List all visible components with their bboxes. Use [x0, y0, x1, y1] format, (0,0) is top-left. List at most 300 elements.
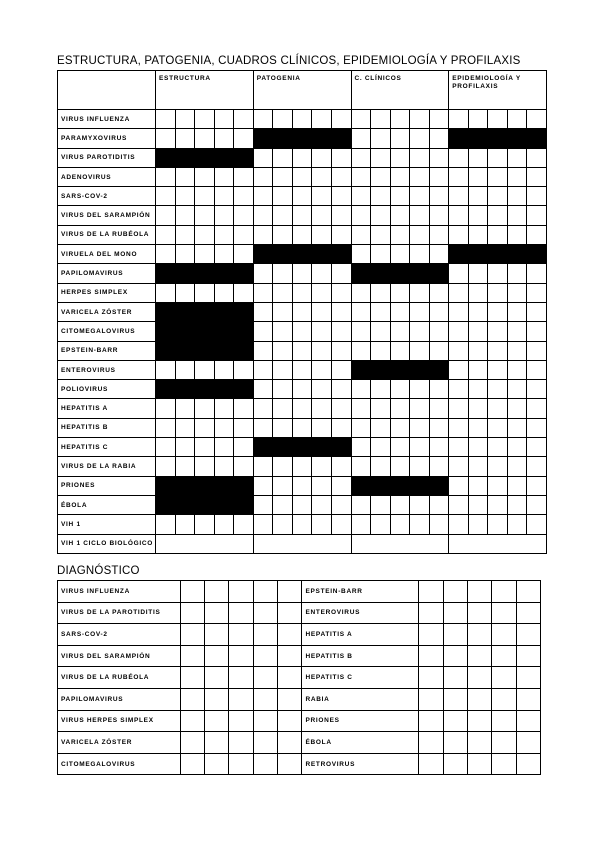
checkbox-cell[interactable]: [351, 438, 371, 457]
checkbox-cell[interactable]: [292, 302, 312, 321]
checkbox-cell[interactable]: [410, 245, 430, 264]
checkbox-cell[interactable]: [195, 110, 215, 129]
checkbox-cell[interactable]: [331, 341, 351, 360]
checkbox-cell[interactable]: [449, 225, 469, 244]
checkbox-cell[interactable]: [371, 380, 391, 399]
checkbox-cell[interactable]: [390, 167, 410, 186]
checkbox-cell[interactable]: [390, 515, 410, 534]
checkbox-cell[interactable]: [468, 380, 488, 399]
checkbox-cell[interactable]: [507, 148, 527, 167]
checkbox-cell[interactable]: [214, 245, 234, 264]
checkbox-cell[interactable]: [507, 110, 527, 129]
checkbox-cell[interactable]: [292, 283, 312, 302]
checkbox-cell[interactable]: [214, 110, 234, 129]
checkbox-cell[interactable]: [175, 360, 195, 379]
checkbox-cell[interactable]: [419, 667, 443, 689]
checkbox-cell[interactable]: [278, 688, 302, 710]
checkbox-cell[interactable]: [253, 341, 273, 360]
checkbox-cell[interactable]: [156, 206, 176, 225]
checkbox-cell[interactable]: [410, 187, 430, 206]
checkbox-cell[interactable]: [253, 302, 273, 321]
checkbox-cell[interactable]: [180, 710, 204, 732]
checkbox-cell[interactable]: [488, 167, 508, 186]
checkbox-cell[interactable]: [156, 418, 176, 437]
checkbox-cell[interactable]: [507, 438, 527, 457]
checkbox-cell[interactable]: [429, 110, 449, 129]
checkbox-cell[interactable]: [488, 399, 508, 418]
checkbox-cell[interactable]: [175, 399, 195, 418]
checkbox-cell[interactable]: [516, 732, 540, 754]
checkbox-cell[interactable]: [468, 110, 488, 129]
checkbox-cell[interactable]: [253, 476, 273, 495]
checkbox-cell[interactable]: [410, 167, 430, 186]
checkbox-cell[interactable]: [175, 129, 195, 148]
checkbox-cell[interactable]: [468, 399, 488, 418]
checkbox-cell[interactable]: [156, 187, 176, 206]
checkbox-cell[interactable]: [195, 225, 215, 244]
checkbox-cell[interactable]: [175, 418, 195, 437]
checkbox-cell[interactable]: [527, 418, 547, 437]
checkbox-cell[interactable]: [390, 187, 410, 206]
checkbox-cell[interactable]: [234, 245, 254, 264]
checkbox-cell[interactable]: [195, 399, 215, 418]
checkbox-cell[interactable]: [156, 283, 176, 302]
checkbox-cell[interactable]: [253, 399, 273, 418]
checkbox-cell[interactable]: [234, 187, 254, 206]
checkbox-cell[interactable]: [156, 225, 176, 244]
checkbox-cell[interactable]: [468, 302, 488, 321]
checkbox-cell[interactable]: [527, 302, 547, 321]
checkbox-cell[interactable]: [351, 418, 371, 437]
checkbox-cell[interactable]: [278, 624, 302, 646]
checkbox-cell[interactable]: [488, 360, 508, 379]
checkbox-cell[interactable]: [253, 167, 273, 186]
checkbox-cell[interactable]: [273, 399, 293, 418]
checkbox-cell[interactable]: [234, 167, 254, 186]
checkbox-cell[interactable]: [180, 602, 204, 624]
checkbox-cell[interactable]: [205, 732, 229, 754]
checkbox-cell[interactable]: [180, 732, 204, 754]
checkbox-cell[interactable]: [234, 129, 254, 148]
checkbox-cell[interactable]: [156, 515, 176, 534]
checkbox-cell[interactable]: [292, 380, 312, 399]
checkbox-cell[interactable]: [449, 206, 469, 225]
checkbox-cell[interactable]: [371, 225, 391, 244]
checkbox-cell[interactable]: [449, 438, 469, 457]
checkbox-cell[interactable]: [229, 710, 253, 732]
checkbox-cell[interactable]: [312, 110, 332, 129]
checkbox-cell[interactable]: [156, 245, 176, 264]
checkbox-cell[interactable]: [390, 380, 410, 399]
checkbox-cell[interactable]: [507, 302, 527, 321]
checkbox-cell[interactable]: [527, 360, 547, 379]
checkbox-cell[interactable]: [205, 581, 229, 603]
checkbox-cell[interactable]: [278, 645, 302, 667]
checkbox-cell[interactable]: [351, 225, 371, 244]
checkbox-cell[interactable]: [273, 167, 293, 186]
checkbox-cell[interactable]: [419, 624, 443, 646]
checkbox-cell[interactable]: [507, 515, 527, 534]
checkbox-cell[interactable]: [507, 418, 527, 437]
checkbox-cell[interactable]: [214, 515, 234, 534]
checkbox-cell[interactable]: [371, 187, 391, 206]
checkbox-cell[interactable]: [488, 418, 508, 437]
checkbox-cell[interactable]: [351, 187, 371, 206]
checkbox-cell[interactable]: [253, 148, 273, 167]
checkbox-cell[interactable]: [492, 753, 516, 775]
checkbox-cell[interactable]: [507, 322, 527, 341]
checkbox-cell[interactable]: [156, 360, 176, 379]
checkbox-cell[interactable]: [205, 624, 229, 646]
checkbox-cell[interactable]: [488, 283, 508, 302]
checkbox-cell[interactable]: [429, 148, 449, 167]
checkbox-cell[interactable]: [429, 187, 449, 206]
checkbox-cell[interactable]: [278, 732, 302, 754]
checkbox-cell[interactable]: [527, 322, 547, 341]
checkbox-cell[interactable]: [234, 206, 254, 225]
checkbox-cell[interactable]: [410, 283, 430, 302]
checkbox-cell[interactable]: [273, 457, 293, 476]
merged-cell[interactable]: [449, 534, 547, 553]
checkbox-cell[interactable]: [410, 457, 430, 476]
checkbox-cell[interactable]: [443, 710, 467, 732]
checkbox-cell[interactable]: [273, 495, 293, 514]
checkbox-cell[interactable]: [449, 167, 469, 186]
checkbox-cell[interactable]: [507, 187, 527, 206]
checkbox-cell[interactable]: [371, 399, 391, 418]
checkbox-cell[interactable]: [507, 380, 527, 399]
checkbox-cell[interactable]: [175, 206, 195, 225]
checkbox-cell[interactable]: [253, 380, 273, 399]
checkbox-cell[interactable]: [410, 225, 430, 244]
checkbox-cell[interactable]: [467, 624, 491, 646]
checkbox-cell[interactable]: [351, 399, 371, 418]
checkbox-cell[interactable]: [156, 399, 176, 418]
checkbox-cell[interactable]: [390, 418, 410, 437]
checkbox-cell[interactable]: [371, 457, 391, 476]
checkbox-cell[interactable]: [292, 418, 312, 437]
checkbox-cell[interactable]: [180, 753, 204, 775]
checkbox-cell[interactable]: [312, 418, 332, 437]
checkbox-cell[interactable]: [410, 495, 430, 514]
checkbox-cell[interactable]: [492, 624, 516, 646]
checkbox-cell[interactable]: [331, 418, 351, 437]
checkbox-cell[interactable]: [410, 515, 430, 534]
checkbox-cell[interactable]: [214, 399, 234, 418]
checkbox-cell[interactable]: [312, 380, 332, 399]
checkbox-cell[interactable]: [312, 264, 332, 283]
checkbox-cell[interactable]: [507, 399, 527, 418]
checkbox-cell[interactable]: [390, 438, 410, 457]
checkbox-cell[interactable]: [410, 110, 430, 129]
checkbox-cell[interactable]: [292, 187, 312, 206]
checkbox-cell[interactable]: [205, 602, 229, 624]
checkbox-cell[interactable]: [492, 688, 516, 710]
checkbox-cell[interactable]: [492, 732, 516, 754]
checkbox-cell[interactable]: [253, 581, 277, 603]
checkbox-cell[interactable]: [351, 283, 371, 302]
checkbox-cell[interactable]: [449, 110, 469, 129]
checkbox-cell[interactable]: [449, 187, 469, 206]
checkbox-cell[interactable]: [507, 225, 527, 244]
checkbox-cell[interactable]: [492, 710, 516, 732]
checkbox-cell[interactable]: [229, 581, 253, 603]
checkbox-cell[interactable]: [371, 283, 391, 302]
checkbox-cell[interactable]: [467, 645, 491, 667]
checkbox-cell[interactable]: [390, 283, 410, 302]
checkbox-cell[interactable]: [507, 283, 527, 302]
checkbox-cell[interactable]: [527, 341, 547, 360]
checkbox-cell[interactable]: [449, 418, 469, 437]
checkbox-cell[interactable]: [253, 688, 277, 710]
checkbox-cell[interactable]: [312, 187, 332, 206]
checkbox-cell[interactable]: [214, 438, 234, 457]
checkbox-cell[interactable]: [429, 225, 449, 244]
checkbox-cell[interactable]: [205, 645, 229, 667]
checkbox-cell[interactable]: [410, 341, 430, 360]
checkbox-cell[interactable]: [527, 438, 547, 457]
checkbox-cell[interactable]: [229, 624, 253, 646]
checkbox-cell[interactable]: [253, 667, 277, 689]
checkbox-cell[interactable]: [449, 148, 469, 167]
checkbox-cell[interactable]: [390, 302, 410, 321]
checkbox-cell[interactable]: [156, 167, 176, 186]
checkbox-cell[interactable]: [253, 457, 273, 476]
checkbox-cell[interactable]: [253, 110, 273, 129]
checkbox-cell[interactable]: [253, 187, 273, 206]
checkbox-cell[interactable]: [331, 360, 351, 379]
checkbox-cell[interactable]: [292, 360, 312, 379]
checkbox-cell[interactable]: [351, 380, 371, 399]
checkbox-cell[interactable]: [292, 264, 312, 283]
checkbox-cell[interactable]: [443, 753, 467, 775]
checkbox-cell[interactable]: [371, 302, 391, 321]
checkbox-cell[interactable]: [273, 515, 293, 534]
checkbox-cell[interactable]: [468, 264, 488, 283]
checkbox-cell[interactable]: [234, 438, 254, 457]
checkbox-cell[interactable]: [488, 187, 508, 206]
checkbox-cell[interactable]: [419, 710, 443, 732]
checkbox-cell[interactable]: [214, 167, 234, 186]
checkbox-cell[interactable]: [468, 167, 488, 186]
checkbox-cell[interactable]: [312, 341, 332, 360]
checkbox-cell[interactable]: [175, 283, 195, 302]
checkbox-cell[interactable]: [410, 129, 430, 148]
checkbox-cell[interactable]: [234, 110, 254, 129]
checkbox-cell[interactable]: [292, 476, 312, 495]
checkbox-cell[interactable]: [273, 225, 293, 244]
merged-cell[interactable]: [156, 534, 254, 553]
checkbox-cell[interactable]: [205, 688, 229, 710]
checkbox-cell[interactable]: [468, 495, 488, 514]
checkbox-cell[interactable]: [468, 206, 488, 225]
checkbox-cell[interactable]: [527, 225, 547, 244]
checkbox-cell[interactable]: [331, 264, 351, 283]
checkbox-cell[interactable]: [292, 457, 312, 476]
checkbox-cell[interactable]: [273, 148, 293, 167]
checkbox-cell[interactable]: [443, 624, 467, 646]
checkbox-cell[interactable]: [390, 110, 410, 129]
checkbox-cell[interactable]: [253, 322, 273, 341]
checkbox-cell[interactable]: [468, 148, 488, 167]
checkbox-cell[interactable]: [253, 495, 273, 514]
checkbox-cell[interactable]: [488, 438, 508, 457]
checkbox-cell[interactable]: [292, 399, 312, 418]
checkbox-cell[interactable]: [527, 495, 547, 514]
checkbox-cell[interactable]: [443, 602, 467, 624]
checkbox-cell[interactable]: [175, 187, 195, 206]
checkbox-cell[interactable]: [449, 341, 469, 360]
checkbox-cell[interactable]: [253, 710, 277, 732]
checkbox-cell[interactable]: [331, 167, 351, 186]
checkbox-cell[interactable]: [449, 515, 469, 534]
checkbox-cell[interactable]: [507, 206, 527, 225]
checkbox-cell[interactable]: [429, 341, 449, 360]
checkbox-cell[interactable]: [468, 457, 488, 476]
checkbox-cell[interactable]: [488, 515, 508, 534]
checkbox-cell[interactable]: [180, 624, 204, 646]
checkbox-cell[interactable]: [351, 110, 371, 129]
checkbox-cell[interactable]: [253, 602, 277, 624]
checkbox-cell[interactable]: [468, 322, 488, 341]
checkbox-cell[interactable]: [205, 753, 229, 775]
checkbox-cell[interactable]: [229, 688, 253, 710]
checkbox-cell[interactable]: [351, 457, 371, 476]
checkbox-cell[interactable]: [516, 710, 540, 732]
checkbox-cell[interactable]: [468, 283, 488, 302]
checkbox-cell[interactable]: [429, 438, 449, 457]
checkbox-cell[interactable]: [410, 206, 430, 225]
checkbox-cell[interactable]: [467, 688, 491, 710]
checkbox-cell[interactable]: [214, 206, 234, 225]
checkbox-cell[interactable]: [312, 495, 332, 514]
checkbox-cell[interactable]: [419, 602, 443, 624]
checkbox-cell[interactable]: [390, 495, 410, 514]
checkbox-cell[interactable]: [156, 457, 176, 476]
checkbox-cell[interactable]: [234, 399, 254, 418]
checkbox-cell[interactable]: [527, 283, 547, 302]
checkbox-cell[interactable]: [214, 187, 234, 206]
checkbox-cell[interactable]: [175, 457, 195, 476]
checkbox-cell[interactable]: [331, 515, 351, 534]
checkbox-cell[interactable]: [429, 418, 449, 437]
checkbox-cell[interactable]: [507, 264, 527, 283]
checkbox-cell[interactable]: [507, 341, 527, 360]
checkbox-cell[interactable]: [429, 515, 449, 534]
checkbox-cell[interactable]: [371, 110, 391, 129]
checkbox-cell[interactable]: [180, 667, 204, 689]
checkbox-cell[interactable]: [429, 245, 449, 264]
checkbox-cell[interactable]: [253, 515, 273, 534]
checkbox-cell[interactable]: [312, 476, 332, 495]
checkbox-cell[interactable]: [234, 457, 254, 476]
checkbox-cell[interactable]: [351, 148, 371, 167]
checkbox-cell[interactable]: [292, 206, 312, 225]
checkbox-cell[interactable]: [468, 515, 488, 534]
checkbox-cell[interactable]: [292, 225, 312, 244]
checkbox-cell[interactable]: [449, 264, 469, 283]
checkbox-cell[interactable]: [390, 225, 410, 244]
checkbox-cell[interactable]: [278, 581, 302, 603]
checkbox-cell[interactable]: [429, 129, 449, 148]
checkbox-cell[interactable]: [419, 753, 443, 775]
checkbox-cell[interactable]: [278, 602, 302, 624]
checkbox-cell[interactable]: [214, 225, 234, 244]
checkbox-cell[interactable]: [527, 515, 547, 534]
checkbox-cell[interactable]: [273, 360, 293, 379]
checkbox-cell[interactable]: [429, 380, 449, 399]
checkbox-cell[interactable]: [443, 688, 467, 710]
checkbox-cell[interactable]: [278, 710, 302, 732]
checkbox-cell[interactable]: [468, 360, 488, 379]
checkbox-cell[interactable]: [467, 602, 491, 624]
checkbox-cell[interactable]: [312, 148, 332, 167]
checkbox-cell[interactable]: [292, 341, 312, 360]
checkbox-cell[interactable]: [273, 110, 293, 129]
checkbox-cell[interactable]: [468, 476, 488, 495]
checkbox-cell[interactable]: [516, 753, 540, 775]
checkbox-cell[interactable]: [331, 476, 351, 495]
checkbox-cell[interactable]: [429, 302, 449, 321]
checkbox-cell[interactable]: [527, 187, 547, 206]
checkbox-cell[interactable]: [429, 206, 449, 225]
checkbox-cell[interactable]: [205, 667, 229, 689]
checkbox-cell[interactable]: [331, 457, 351, 476]
checkbox-cell[interactable]: [292, 495, 312, 514]
checkbox-cell[interactable]: [443, 667, 467, 689]
checkbox-cell[interactable]: [351, 129, 371, 148]
checkbox-cell[interactable]: [229, 753, 253, 775]
checkbox-cell[interactable]: [195, 418, 215, 437]
checkbox-cell[interactable]: [429, 322, 449, 341]
checkbox-cell[interactable]: [229, 732, 253, 754]
checkbox-cell[interactable]: [507, 167, 527, 186]
checkbox-cell[interactable]: [214, 418, 234, 437]
checkbox-cell[interactable]: [175, 245, 195, 264]
checkbox-cell[interactable]: [443, 645, 467, 667]
checkbox-cell[interactable]: [488, 380, 508, 399]
checkbox-cell[interactable]: [331, 283, 351, 302]
checkbox-cell[interactable]: [253, 732, 277, 754]
checkbox-cell[interactable]: [527, 148, 547, 167]
checkbox-cell[interactable]: [234, 418, 254, 437]
checkbox-cell[interactable]: [516, 645, 540, 667]
checkbox-cell[interactable]: [390, 341, 410, 360]
checkbox-cell[interactable]: [273, 302, 293, 321]
checkbox-cell[interactable]: [351, 302, 371, 321]
checkbox-cell[interactable]: [156, 110, 176, 129]
checkbox-cell[interactable]: [492, 602, 516, 624]
checkbox-cell[interactable]: [429, 167, 449, 186]
checkbox-cell[interactable]: [214, 283, 234, 302]
checkbox-cell[interactable]: [371, 515, 391, 534]
checkbox-cell[interactable]: [429, 399, 449, 418]
checkbox-cell[interactable]: [253, 753, 277, 775]
checkbox-cell[interactable]: [527, 110, 547, 129]
checkbox-cell[interactable]: [371, 341, 391, 360]
checkbox-cell[interactable]: [516, 624, 540, 646]
checkbox-cell[interactable]: [488, 495, 508, 514]
checkbox-cell[interactable]: [175, 225, 195, 244]
checkbox-cell[interactable]: [488, 206, 508, 225]
checkbox-cell[interactable]: [180, 645, 204, 667]
checkbox-cell[interactable]: [351, 515, 371, 534]
checkbox-cell[interactable]: [156, 129, 176, 148]
checkbox-cell[interactable]: [253, 645, 277, 667]
checkbox-cell[interactable]: [229, 602, 253, 624]
checkbox-cell[interactable]: [292, 322, 312, 341]
checkbox-cell[interactable]: [331, 322, 351, 341]
